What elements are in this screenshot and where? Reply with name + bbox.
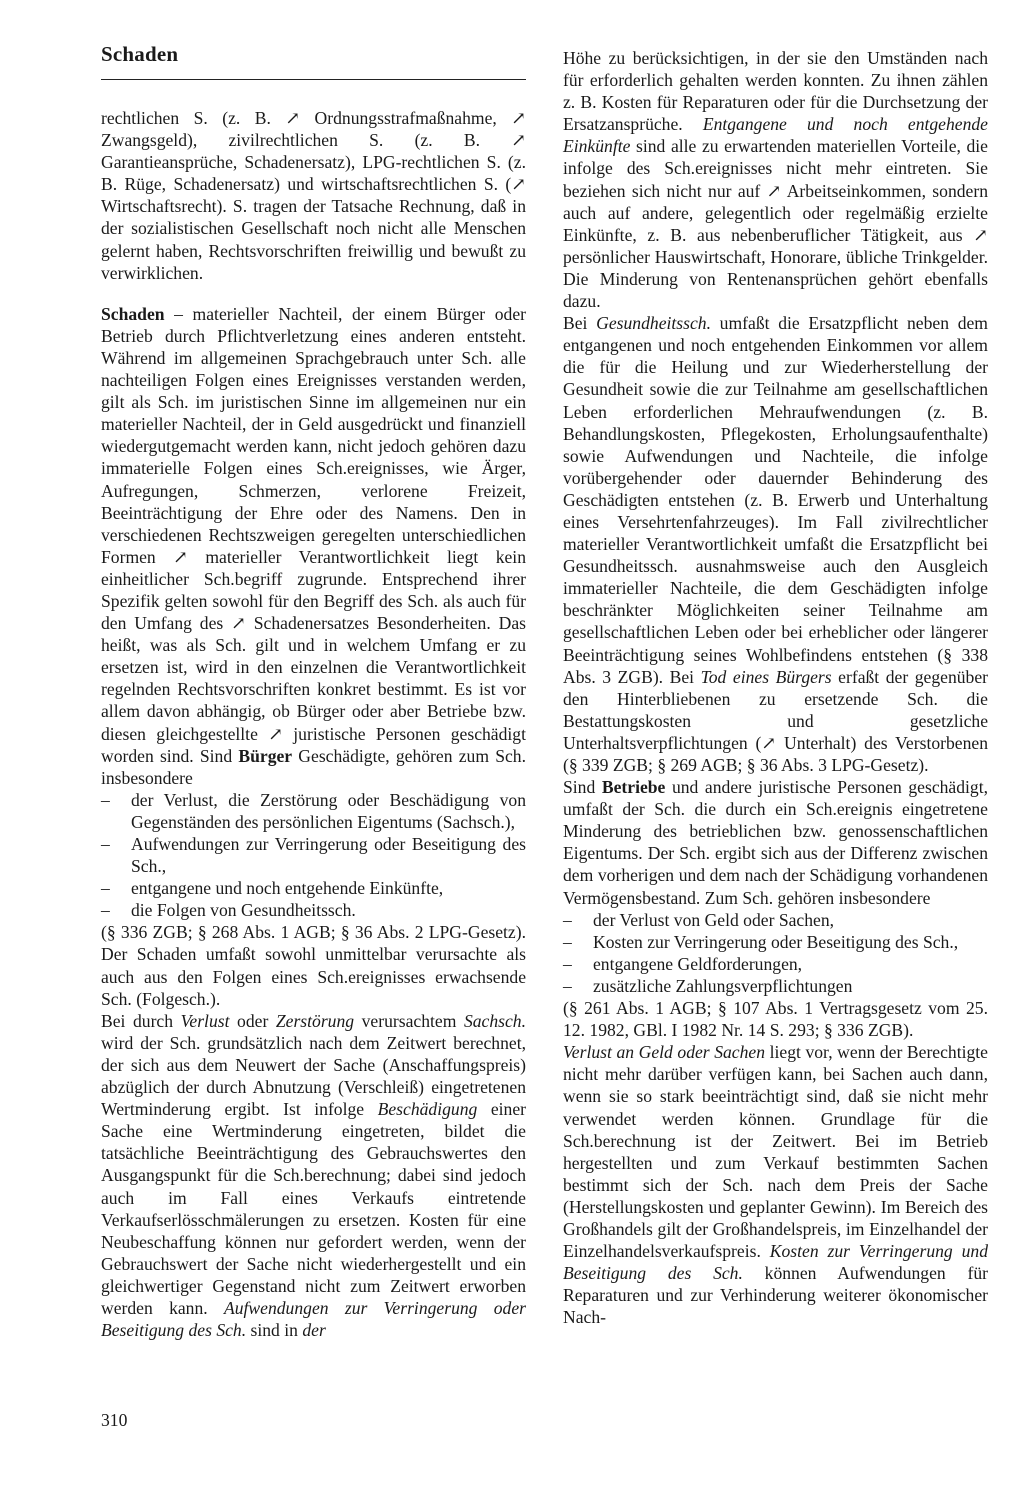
list-betriebe [563,909,988,997]
text-run: Bei durch [101,1010,181,1031]
italic-term: Entgangene und noch entgehende Einkünfte [563,114,988,157]
text-run: Sind [563,777,602,798]
italic-term: Beschädigung [377,1099,478,1120]
entry-schaden [101,303,526,789]
text-run: erfaßt der gegenüber den Hinterbliebenen zu ersetzende Sch. die Bestattungskosten und gesetzliche Unterhaltsverpflichtungen (↗ Unterhalt) des Verstorbenen (§ 339 ZGB; § 269 AGB; § 36 Abs. 3 LPG-Gesetz). [563,666,989,775]
list-dash: – [563,953,572,974]
text-run: einer Sache eine Wertminderung eingetreten, bildet die tatsächliche Beeinträchtigung des Gebrauchswertes den Ausgangspunkt für die Sch.berechnung; dabei sind jedoch auch im Fall eines Verkaufs eintretende Verkaufserlösschmälerungen zu ersetzen. Kosten für eine Neubeschaffung können nur gefordert werden, wenn der Gebrauchswert der Sache nicht wiederhergestellt und ein gleichwertiger Gegenstand nicht zum Zeitwert erworben werden kann. [101,1099,526,1318]
paragraph-verlust [563,1041,988,1328]
bold-term-buerger: Bürger [238,745,293,766]
list-item [101,899,526,921]
list-item-text: der Verlust, die Zerstörung oder Beschädigung von Gegenständen des persönlichen Eigentums (Sachsch.), [131,789,526,832]
italic-term: Verlust an Geld oder Sachen [563,1042,766,1063]
list-item [563,909,988,931]
entry-text: Geschädigte, gehören zum Sch. insbesondere [101,745,526,788]
list-dash: – [563,975,572,996]
italic-term: Aufwendungen zur Verringerung oder Beseitigung des Sch. [101,1297,527,1341]
italic-term: Zerstörung [275,1010,355,1031]
text-run: sind in [246,1320,303,1341]
list-item [563,975,988,997]
text-run: können Aufwendungen für Reparaturen und zur Verhinderung weiterer ökonomischer Nach- [563,1263,988,1328]
paragraph-betriebe [563,776,988,909]
list-item-text: entgangene und noch entgehende Einkünfte, [131,878,444,899]
list-dash: – [101,834,110,854]
list-dash: – [101,878,110,899]
italic-term: Verlust [180,1010,230,1031]
text-run: sind alle zu erwartenden materiellen Vorteile, die infolge des Sch.ereignisses nicht mehr eintreten. Sie beziehen sich nicht nur auf ↗ Arbeitseinkommen, sondern auch auf andere, gelegentlich oder regelmäßig erzielte Einkünfte, z. B. aus nebenberuflicher Tätigkeit, aus ↗ persönlicher Hauswirtschaft, Honorare, übliche Trinkgelder. Die Minderung von Rentenansprüchen gehört ebenfalls dazu. [563,136,988,312]
text-run: und andere juristische Personen geschädigt, umfaßt der Sch. die durch ein Sch.ereignis eingetretene Minderung des betrieblichen bzw. genossenschaftlichen Eigentums. Der Sch. ergibt sich aus der Differenz zwischen dem vorherigen und dem nach der Schädigung vorhandenen Vermögensbestand. Zum Sch. gehören insbesondere [563,777,988,908]
list-dash: – [563,931,572,952]
list-item [563,953,988,975]
text-run: Bei [563,313,597,334]
list-item-text: entgangene Geldforderungen, [593,953,803,974]
entry-term: Schaden [101,303,165,324]
text-run: oder [229,1010,276,1031]
list-item [563,931,988,953]
left-column [101,107,526,1341]
list-item-text: die Folgen von Gesundheitssch. [131,900,356,921]
entry-text: – materieller Nachteil, der einem Bürger oder Betrieb durch Pflichtverletzung eines anderen entsteht. Während im allgemeinen Sprachgebrauch unter Sch. alle nachteiligen Folgen eines Ereignisses verstanden werden, gilt als Sch. im juristischen Sinne im allgemeinen nur ein materieller Nachteil, der in Geld ausgedrückt und finanziell wiedergutgemacht werden kann, nicht jedoch gehören dazu immaterielle Folgen eines Sch.ereignisses, wie Ärger, Aufregungen, Schmerzen, verlorene Freizeit, Beeinträchtigung der Ehre oder des Namens. Den in verschiedenen Rechtszweigen geregelten unterschiedlichen Formen ↗ materieller Verantwortlichkeit liegt kein einheitlicher Sch.begriff zugrunde. Entsprechend ihrer Spezifik gelten sowohl für den Begriff des Sch. als auch für den Umfang des ↗ Schadenersatzes Besonderheiten. Das heißt, was als Sch. gilt und in welchem Umfang er zu ersetzen ist, wird in den einzelnen die Verantwortlichkeit regelnden Rechtsvorschriften konkret bestimmt. Es ist vor allem davon abhängig, ob Bürger oder aber Betriebe bzw. diesen gleichgestellte ↗ juristische Personen geschädigt worden sind. Sind [101,303,526,766]
text-run: wird der Sch. grundsätzlich nach dem Zeitwert berechnet, der sich aus dem Neuwert der Sache (Anschaffungspreis) abzüglich der durch Abnutzung (Verschleiß) eingetretenen Wertminderung ergibt. Ist infolge [101,1032,526,1120]
italic-term: der [302,1320,326,1341]
list-item-text: Aufwendungen zur Verringerung oder Beseitigung des Sch., [131,834,526,877]
italic-term: Sachsch. [463,1010,527,1031]
text-run: umfaßt die Ersatzpflicht neben dem entgangenen und noch entgehenden Einkommen vor allem die für die Heilung und zur Wiederherstellung der Gesundheit sowie die zur Teilnahme am gesellschaftlichen Leben erforderlichen Mehraufwendungen (z. B. Behandlungskosten, Pflegekosten, Erholungsaufenthalte) sowie Aufwendungen und Nachteile, die infolge vorübergehender oder dauernder Behinderung des Geschädigten entstehen (z. B. Erwerb und Unterhaltung eines Versehrtenfahrzeuges). Im Fall zivilrechtlicher materieller Verantwortlichkeit umfaßt die Ersatzpflicht bei Gesundheitssch. ausnahmsweise auch den Ausgleich immaterieller Nachteile, die dem Geschädigten infolge beschränkter Möglichkeiten seiner Teilnahme am gesellschaftlichen Leben oder bei erheblicher oder längerer Beeinträchtigung seines Wohlbefindens entstehen (§ 338 Abs. 3 ZGB). Bei [563,313,988,687]
italic-term: Kosten zur Verringerung und Beseitigung des Sch. [563,1241,988,1284]
paragraph-references: (§ 261 Abs. 1 AGB; § 107 Abs. 1 Vertragsgesetz vom 25. 12. 1982, GBl. I 1982 Nr. 14 S. 293; § 336 ZGB). [563,998,988,1041]
paragraph-references: (§ 336 ZGB; § 268 Abs. 1 AGB; § 36 Abs. 2 LPG-Gesetz). Der Schaden umfaßt sowohl unmittelbar verursachte als auch aus den Folgen eines Sch.ereignisses erwachsende Sch. (Folgesch.). [101,922,526,1009]
header-rule [101,79,526,80]
list-item-text: Kosten zur Verringerung oder Beseitigung des Sch., [593,931,959,952]
list-item [101,877,526,899]
list-dash: – [563,909,572,930]
page-number: 310 [101,1410,128,1430]
list-item-text: der Verlust von Geld oder Sachen, [593,909,835,930]
paragraph-sachsch [101,1010,526,1341]
list-dash: – [101,789,110,810]
text-run: liegt vor, wenn der Berechtigte nicht mehr darüber verfügen kann, bei Sachen auch dann, wenn sie so stark beeinträchtigt sind, daß sie nicht mehr verwendet werden können. Grundlage für die Sch.berechnung ist der Zeitwert. Bei im Betrieb hergestellten und zum Verkauf bestimmten Sachen bestimmt sich der Sch. nach dem Preis der Sache (Herstellungskosten und geplanter Gewinn). Im Bereich des Großhandels gilt der Großhandelspreis, im Einzelhandel der Einzelhandelsverkaufspreis. [563,1042,988,1262]
italic-term: Tod eines Bürgers [700,666,832,687]
list-item-text: zusätzliche Zahlungsverpflichtungen [593,975,853,996]
text-run: Höhe zu berücksichtigen, in der sie den Umständen nach für erforderlich gehalten werden konnten. Zu ihnen zählen z. B. Kosten für Reparaturen oder für die Durchsetzung der Ersatzansprüche. [563,48,988,135]
list-buerger [101,789,526,922]
text-run: verursachtem [354,1010,464,1031]
list-item [101,833,526,877]
list-item [101,789,526,833]
list-dash: – [101,900,110,921]
paragraph-gesundheitssch [563,312,988,776]
italic-term: Gesundheitssch. [596,313,711,334]
bold-term-betriebe: Betriebe [601,777,666,798]
paragraph-einkuenfte [563,47,988,312]
running-header: Schaden [101,42,179,66]
paragraph-continuation: rechtlichen S. (z. B. ↗ Ordnungsstrafmaßnahme, ↗ Zwangsgeld), zivilrechtlichen S. (z. B. ↗ Garantieansprüche, Schadenersatz), LPG-rechtlichen S. (z. B. Rüge, Schadenersatz) und wirtschaftsrechtlichen S. (↗ Wirtschaftsrecht). S. tragen der Tatsache Rechnung, daß in der sozialistischen Gesellschaft noch nicht alle Menschen gelernt haben, Rechtsvorschriften freiwillig und bewußt zu verwirklichen. [101,108,526,283]
right-column [563,47,988,1328]
